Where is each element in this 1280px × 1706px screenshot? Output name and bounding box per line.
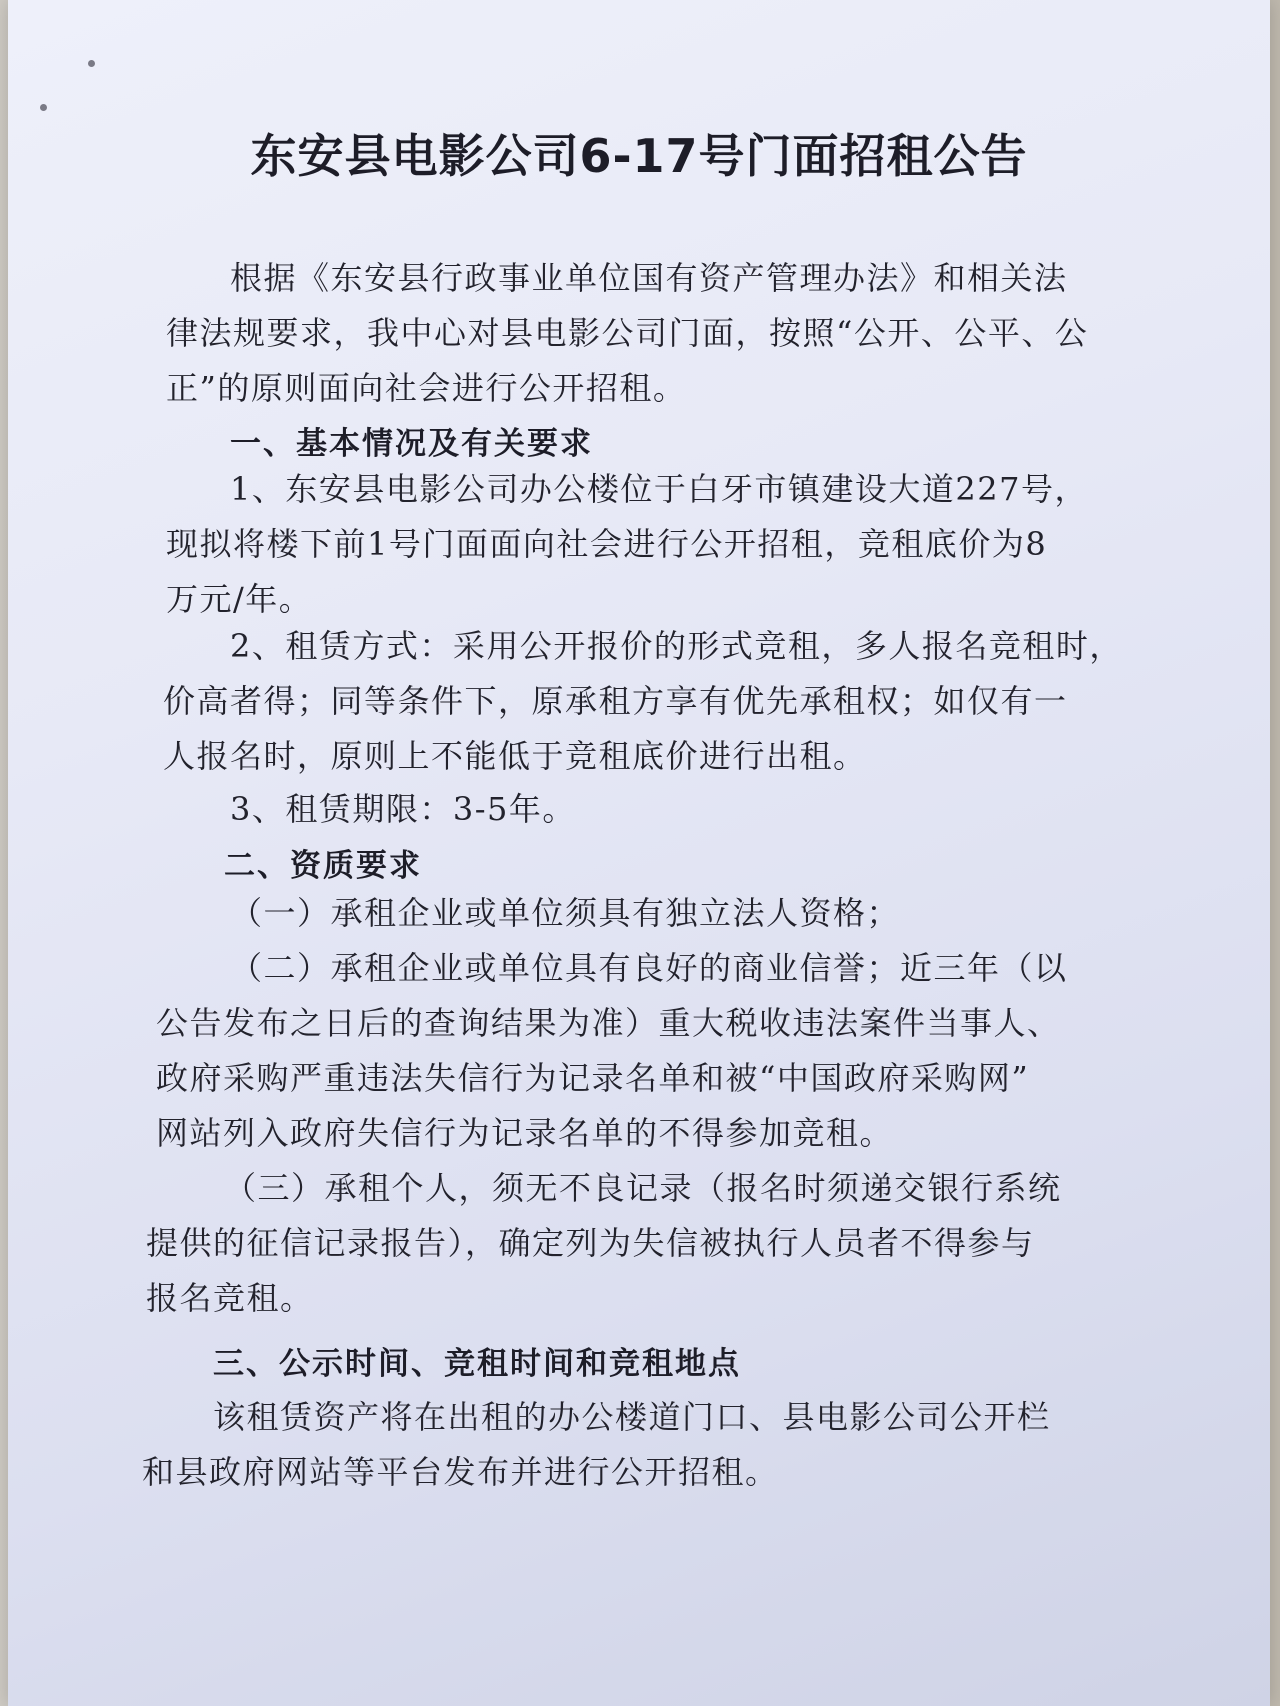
paragraph-line: 网站列入政府失信行为记录名单的不得参加竞租。: [156, 1114, 894, 1152]
staple-hole-mark: [88, 60, 95, 67]
paragraph-line: 和县政府网站等平台发布并进行公开招租。: [142, 1453, 779, 1491]
document-title: 东安县电影公司6-17号门面招租公告: [250, 129, 1028, 183]
paragraph-line: （一）承租企业或单位须具有独立法人资格；: [230, 894, 901, 932]
paragraph-line: （二）承租企业或单位具有良好的商业信誉；近三年（以: [230, 949, 1068, 987]
paragraph-line: 万元/年。: [166, 580, 313, 618]
paragraph-line: 价高者得；同等条件下，原承租方享有优先承租权；如仅有一: [163, 682, 1068, 720]
paragraph-line: 根据《东安县行政事业单位国有资产管理办法》和相关法: [230, 259, 1068, 297]
paragraph-line: 政府采购严重违法失信行为记录名单和被“中国政府采购网”: [156, 1059, 1030, 1097]
paragraph-line: 现拟将楼下前1号门面面向社会进行公开招租，竞租底价为8: [166, 525, 1048, 563]
paragraph-line: 提供的征信记录报告），确定列为失信被执行人员者不得参与: [146, 1224, 1035, 1262]
staple-hole-mark: [40, 104, 47, 111]
paragraph-line: 报名竞租。: [146, 1279, 314, 1317]
paragraph-line: 1、东安县电影公司办公楼位于白牙市镇建设大道227号，: [230, 470, 1088, 508]
paragraph-line: 公告发布之日后的查询结果为准）重大税收违法案件当事人、: [156, 1004, 1061, 1042]
section-heading: 一、基本情况及有关要求: [230, 426, 593, 462]
paragraph-line: 正”的原则面向社会进行公开招租。: [166, 369, 687, 407]
section-heading: 三、公示时间、竞租时间和竞租地点: [213, 1346, 741, 1382]
paragraph-line: 2、租赁方式：采用公开报价的形式竞租，多人报名竞租时，: [230, 627, 1123, 665]
paragraph-line: 3、租赁期限：3-5年。: [230, 790, 576, 828]
paper-sheet: [8, 0, 1270, 1706]
paragraph-line: 律法规要求，我中心对县电影公司门面，按照“公开、公平、公: [166, 314, 1089, 352]
paragraph-line: 该租赁资产将在出租的办公楼道门口、县电影公司公开栏: [213, 1398, 1051, 1436]
section-heading: 二、资质要求: [224, 848, 422, 884]
paragraph-line: 人报名时，原则上不能低于竞租底价进行出租。: [163, 737, 867, 775]
paragraph-line: （三）承租个人，须无不良记录（报名时须递交银行系统: [224, 1169, 1062, 1207]
